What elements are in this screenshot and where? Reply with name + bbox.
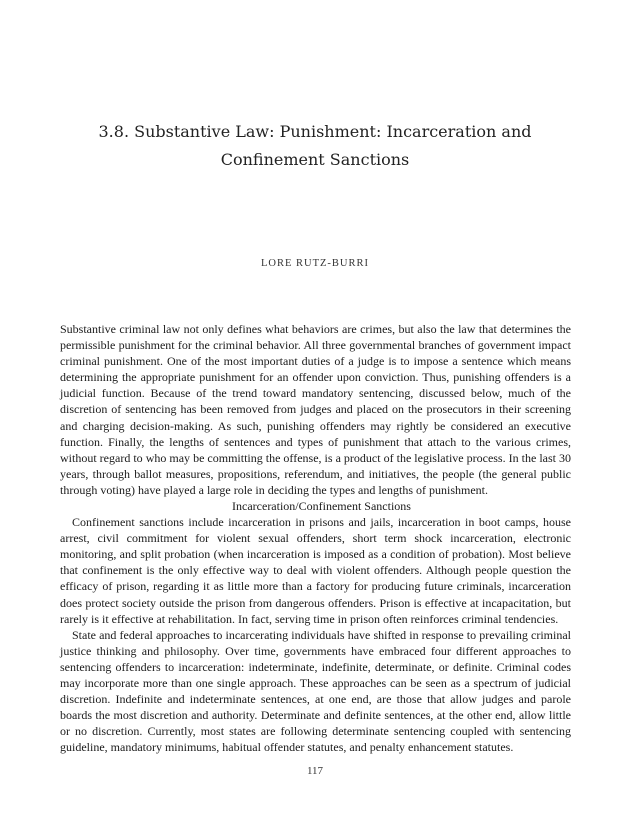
paragraph-confinement-sanctions: Confinement sanctions include incarceration in prisons and jails, incarceration in boot camps, house arrest, civil commitment for violent sexual offenders, short term shock incarceration, electronic monitoring, and split probation (when incarceration is imposed as a condition of probation). Most believe that confinement is the only effective way to deal with violent offenders. Although people question the efficacy of prison, regarding it as little more than a factory for producing future criminals, incarceration does protect society outside the prison from dangerous offenders. Prison is effective at incapacitation, but rarely is it effective at rehabilitation. In fact, serving time in prison often reinforces criminal tendencies. <box>60 515 571 626</box>
page-number: 117 <box>306 765 324 777</box>
paragraph-sentencing-approaches: State and federal approaches to incarcerating individuals have shifted in response to prevailing criminal justice thinking and philosophy. Over time, governments have embraced four different approaches to sentencing offenders to incarceration: indeterminate, indefinite, determinate, or definite. Criminal codes may incorporate more than one single approach. These approaches can be seen as a spectrum of judicial discretion. Indefinite and indeterminate sentences, at one end, are those that allow judges and parole boards the most discretion and authority. Determinate and definite sentences, at the other end, allow little or no discretion. Currently, most states are following determinate sentencing coupled with sentencing guideline, mandatory minimums, habitual offender statutes, and penalty enhancement statutes. <box>60 627 571 755</box>
intro-paragraph: Substantive criminal law not only defines what behaviors are crimes, but also the law that determines the permissible punishment for the criminal behavior. All three governmental branches of government impact criminal punishment. One of the most important duties of a judge is to impose a sentence which means determining the appropriate punishment for an offender upon conviction. Thus, punishing offenders is a judicial function. Because of the trend toward mandatory sentencing, discussed below, much of the discretion of sentencing has been removed from judges and placed on the prosecutors in their screening and charging decision-making. As such, punishing offenders may rightly be considered an executive function. Finally, the lengths of sentences and types of punishment that attach to the various crimes, without regard to who may be committing the offense, is a product of the legislative process. In the last 30 years, through ballot measures, propositions, referendum, and initiatives, the people (the general public through voting) have played a large role in deciding the types and lengths of punishment. <box>60 322 571 497</box>
section-heading: Incarceration/Confinement Sanctions <box>232 499 411 514</box>
author-name: LORE RUTZ-BURRI <box>260 258 370 269</box>
chapter-title: 3.8. Substantive Law: Punishment: Incarceration and Confinement Sanctions <box>98 122 532 169</box>
body-text <box>60 321 571 755</box>
